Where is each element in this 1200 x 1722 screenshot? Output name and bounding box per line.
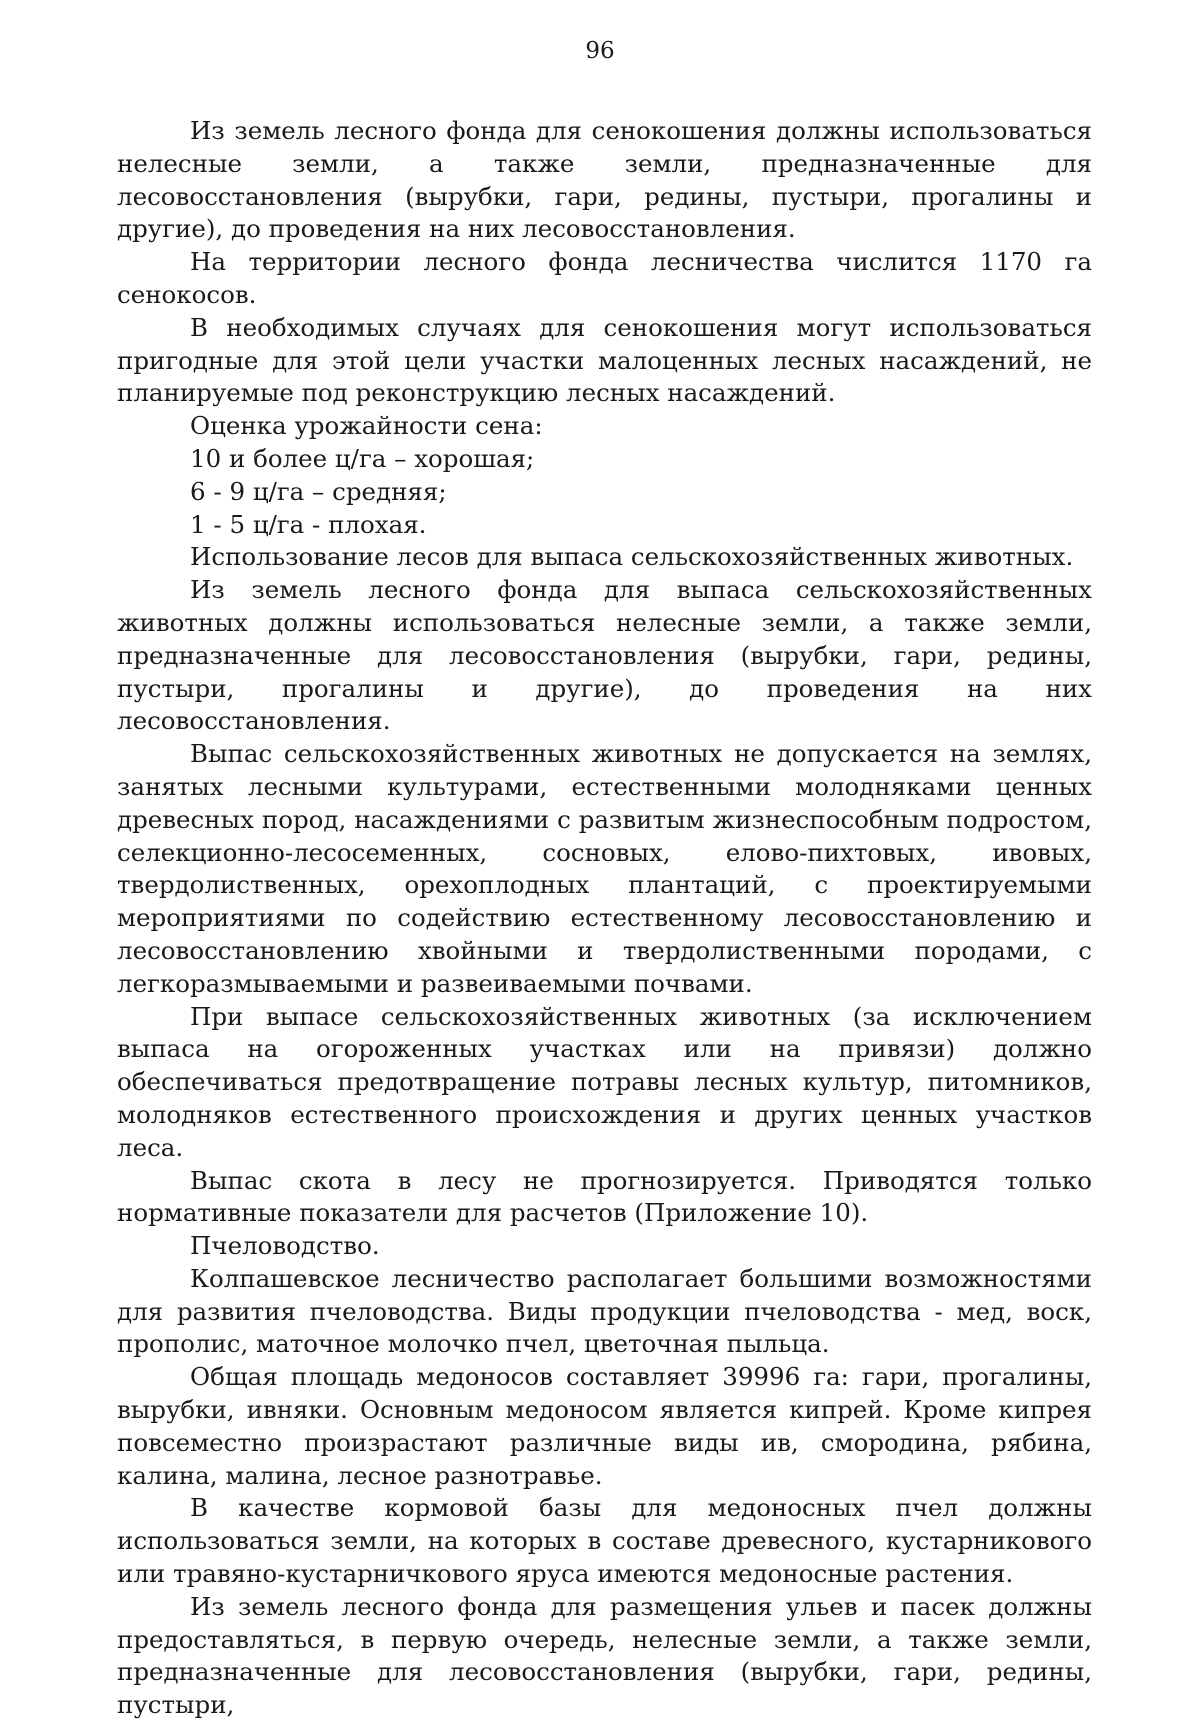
paragraph-beekeeping-potential: Колпашевское лесничество располагает большими возможностями для развития пчеловодства. Виды продукции пчеловодства - мед, воск, прополис, маточное молочко пчел, цветочная пыльца. <box>117 1263 1092 1359</box>
paragraph-grazing-restrictions: Выпас сельскохозяйственных животных не допускается на землях, занятых лесными культурами, естественными молодняками ценных древесных пород, насаждениями с развитым жизнеспособным подростом, селекционно-лесосеменных, сосновых, елово-пихтовых, ивовых, твердолиственных, орехоплодных плантаций, с проектируемыми мероприятиями по содействию естественному лесовосстановлению и лесовосстановлению хвойными и твердолиственными породами, с легкоразмываемыми и развеиваемыми почвами. <box>117 739 1092 998</box>
paragraph-forage-base: В качестве кормовой базы для медоносных пчел должны использоваться земли, на которых в составе древесного, кустарникового или травяно-кустарничкового яруса имеются медоносные растения. <box>117 1493 1092 1589</box>
page-number: 96 <box>585 38 615 64</box>
paragraph-hay-lands: Из земель лесного фонда для сенокошения должны использоваться нелесные земли, а также земли, предназначенные для лесовосстановления (вырубки, гари, редины, пустыри, прогалины и другие), до проведения на них лесовосстановления. <box>117 116 1092 244</box>
yield-medium: 6 - 9 ц/га – средняя; <box>190 476 447 506</box>
body-text <box>117 115 1092 1722</box>
paragraph-honey-plants-area: Общая площадь медоносов составляет 39996 га: гари, прогалины, вырубки, ивняки. Основным медоносом является кипрей. Кроме кипрея повсеместно произрастают различные виды ив, смородина, рябина, калина, малина, лесное разнотравье. <box>117 1362 1092 1490</box>
paragraph-low-value-stands: В необходимых случаях для сенокошения могут использоваться пригодные для этой цели участки малоценных лесных насаждений, не планируемые под реконструкцию лесных насаждений. <box>117 312 1092 408</box>
paragraph-hay-area: На территории лесного фонда лесничества числится 1170 га сенокосов. <box>117 247 1092 309</box>
yield-poor: 1 - 5 ц/га - плохая. <box>190 509 427 539</box>
paragraph-yield-heading: Оценка урожайности сена: <box>190 411 543 441</box>
section-heading-grazing: Использование лесов для выпаса сельскохозяйственных животных. <box>190 542 1074 572</box>
paragraph-apiary-placement: Из земель лесного фонда для размещения ульев и пасек должны предоставляться, в первую очередь, нелесные земли, а также земли, предназначенные для лесовосстановления (вырубки, гари, редины, пустыри, <box>117 1591 1092 1720</box>
paragraph-grazing-forecast: Выпас скота в лесу не прогнозируется. Приводятся только нормативные показатели для расчетов (Приложение 10). <box>117 1165 1092 1228</box>
paragraph-grazing-lands: Из земель лесного фонда для выпаса сельскохозяйственных животных должны использоваться нелесные земли, а также земли, предназначенные для лесовосстановления (вырубки, гари, редины, пустыри, прогалины и другие), до проведения на них лесовосстановления. <box>117 575 1092 736</box>
paragraph-grazing-protection: При выпасе сельскохозяйственных животных (за исключением выпаса на огороженных участках или на привязи) должно обеспечиваться предотвращение потравы лесных культур, питомников, молодняков естественного происхождения и других ценных участков леса. <box>117 1001 1092 1162</box>
section-heading-beekeeping: Пчеловодство. <box>190 1231 380 1261</box>
yield-good: 10 и более ц/га – хорошая; <box>190 443 535 473</box>
